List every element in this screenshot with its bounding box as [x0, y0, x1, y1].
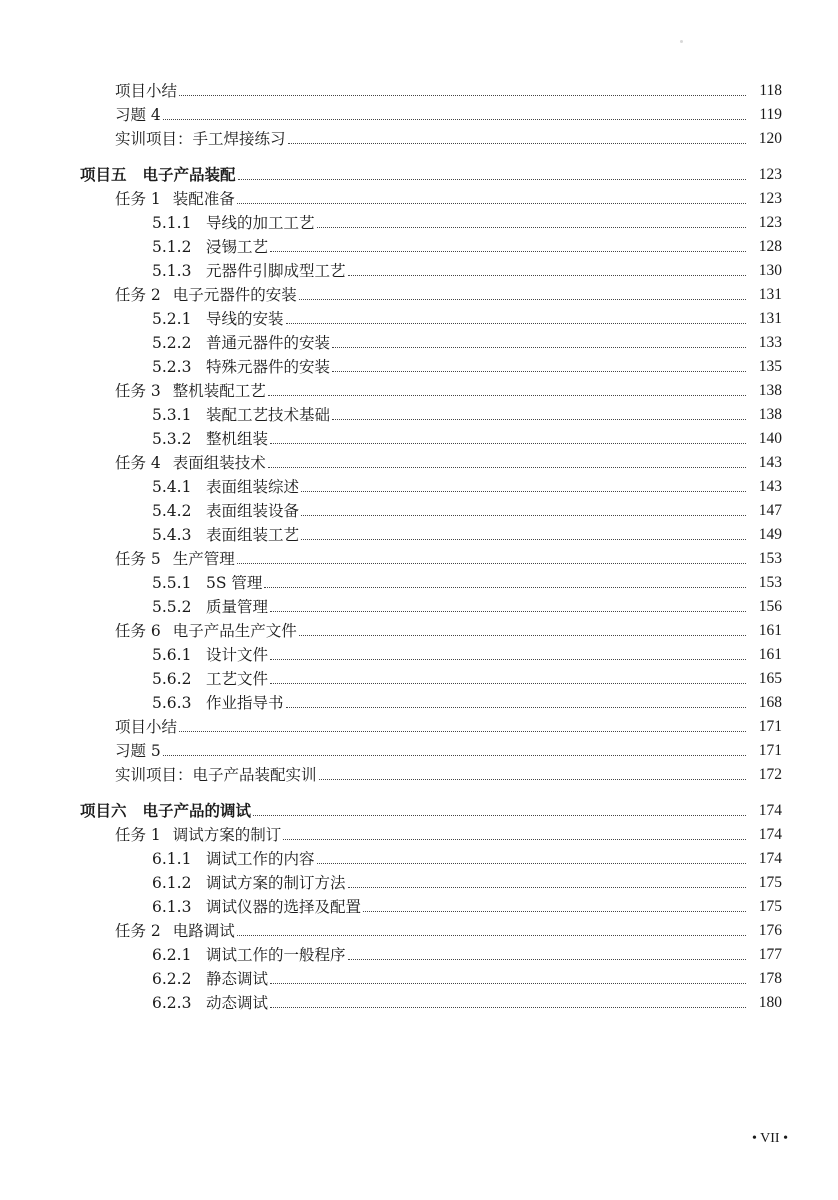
dot-leader	[237, 935, 746, 936]
toc-entry-page-number: 135	[758, 358, 782, 375]
toc-task-entry[interactable]	[0, 917, 838, 941]
toc-task-entry[interactable]	[0, 449, 838, 473]
toc-entry-title: 调试方案的制订	[172, 826, 282, 844]
toc-section-entry[interactable]	[0, 521, 838, 545]
toc-entry-title: 质量管理	[206, 598, 269, 616]
toc-entry-page-number: 175	[758, 898, 782, 915]
toc-project-entry[interactable]	[0, 161, 838, 185]
dot-leader	[253, 815, 746, 816]
toc-section-entry[interactable]	[0, 893, 838, 917]
dot-leader	[288, 143, 746, 144]
toc-entry-title: 项目小结	[115, 718, 178, 736]
toc-entry-page-number: 138	[758, 406, 782, 423]
toc-entry-number: 任务 6	[115, 622, 161, 640]
toc-section-entry[interactable]	[0, 941, 838, 965]
toc-entry-title: 表面组装技术	[172, 454, 266, 472]
toc-entry-title: 表面组装综述	[206, 478, 300, 496]
toc-entry-page-number: 143	[758, 454, 782, 471]
toc-entry-number: 5.5.1	[152, 574, 192, 592]
toc-entry-number: 项目六	[80, 801, 127, 820]
toc-entry-page-number: 171	[758, 718, 782, 735]
toc-entry-page-number: 147	[758, 502, 782, 519]
toc-entry-page-number: 174	[758, 826, 782, 843]
toc-entry-page-number: 128	[758, 238, 782, 255]
toc-entry-page-number: 171	[758, 742, 782, 759]
toc-section-entry[interactable]	[0, 305, 838, 329]
toc-entry-number: 5.3.1	[152, 406, 192, 424]
toc-entry-title: 实训项目：电子产品装配实训	[115, 766, 317, 784]
toc-entry-title: 特殊元器件的安装	[206, 358, 331, 376]
toc-entry-page-number: 178	[758, 970, 782, 987]
toc-entry-title: 习题 5	[115, 742, 161, 760]
dot-leader	[301, 515, 746, 516]
toc-entry-title: 实训项目：手工焊接练习	[115, 130, 286, 148]
toc-entry-title: 静态调试	[206, 970, 269, 988]
toc-section-entry[interactable]	[0, 689, 838, 713]
toc-entry-title: 调试方案的制订方法	[206, 874, 346, 892]
toc-entry-number: 5.1.2	[152, 238, 192, 256]
toc-entry-title: 调试仪器的选择及配置	[206, 898, 362, 916]
dot-leader	[301, 491, 746, 492]
section-gap	[0, 149, 838, 161]
section-gap	[0, 785, 838, 797]
dot-leader	[317, 227, 746, 228]
toc-project-entry[interactable]	[0, 797, 838, 821]
toc-entry-number: 5.6.1	[152, 646, 192, 664]
toc-entry-page-number: 130	[758, 262, 782, 279]
toc-entry-number: 任务 5	[115, 550, 161, 568]
toc-entry-page-number: 131	[758, 286, 782, 303]
toc-entry-title: 导线的加工工艺	[206, 214, 315, 232]
toc-entry-number: 5.4.1	[152, 478, 192, 496]
toc-section-entry[interactable]	[0, 845, 838, 869]
toc-entry-number: 5.4.3	[152, 526, 192, 544]
toc-entry-title: 装配准备	[172, 190, 235, 208]
toc-task-entry[interactable]	[0, 377, 838, 401]
toc-entry-page-number: 149	[758, 526, 782, 543]
toc-section-entry[interactable]	[0, 473, 838, 497]
toc-entry-number: 任务 4	[115, 454, 161, 472]
toc-section-entry[interactable]	[0, 257, 838, 281]
toc-section-entry[interactable]	[0, 209, 838, 233]
toc-entry-page-number: 120	[758, 130, 782, 147]
toc-task-entry[interactable]	[0, 77, 838, 101]
toc-entry-number: 任务 1	[115, 190, 161, 208]
toc-section-entry[interactable]	[0, 569, 838, 593]
toc-entry-number: 5.2.3	[152, 358, 192, 376]
toc-entry-number: 6.2.2	[152, 970, 192, 988]
toc-entry-page-number: 156	[758, 598, 782, 615]
toc-section-entry[interactable]	[0, 401, 838, 425]
dot-leader	[286, 323, 746, 324]
toc-entry-page-number: 153	[758, 550, 782, 567]
dot-leader	[319, 779, 746, 780]
toc-entry-title: 电子产品生产文件	[172, 622, 297, 640]
toc-entry-title: 生产管理	[172, 550, 235, 568]
toc-task-entry[interactable]	[0, 821, 838, 845]
toc-entry-number: 6.1.2	[152, 874, 192, 892]
toc-entry-page-number: 177	[758, 946, 782, 963]
dot-leader	[270, 659, 746, 660]
toc-entry-page-number: 123	[758, 214, 782, 231]
toc-entry-page-number: 131	[758, 310, 782, 327]
dot-leader	[270, 983, 746, 984]
toc-entry-number: 6.1.1	[152, 850, 192, 868]
toc-entry-page-number: 123	[758, 166, 782, 183]
dot-leader	[317, 863, 746, 864]
toc-section-entry[interactable]	[0, 665, 838, 689]
dot-leader	[348, 959, 746, 960]
dot-leader	[238, 179, 746, 180]
dot-leader	[268, 467, 746, 468]
toc-section-entry[interactable]	[0, 965, 838, 989]
toc-entry-number: 任务 3	[115, 382, 161, 400]
toc-entry-page-number: 133	[758, 334, 782, 351]
toc-entry-title: 电子产品的调试	[142, 801, 252, 820]
toc-section-entry[interactable]	[0, 353, 838, 377]
dot-leader	[163, 755, 746, 756]
page-folio: • VII •	[752, 1131, 788, 1146]
toc-entry-title: 设计文件	[206, 646, 269, 664]
toc-section-entry[interactable]	[0, 233, 838, 257]
dot-leader	[299, 299, 746, 300]
toc-entry-number: 5.3.2	[152, 430, 192, 448]
toc-entry-page-number: 161	[758, 646, 782, 663]
toc-entry-title: 工艺文件	[206, 670, 269, 688]
toc-entry-title: 动态调试	[206, 994, 269, 1012]
dot-leader	[270, 1007, 746, 1008]
toc-entry-number: 6.1.3	[152, 898, 192, 916]
dot-leader	[348, 275, 746, 276]
toc-entry-page-number: 175	[758, 874, 782, 891]
dot-leader	[179, 731, 746, 732]
toc-entry-number: 5.6.2	[152, 670, 192, 688]
toc-task-entry[interactable]	[0, 281, 838, 305]
toc-entry-title: 浸锡工艺	[206, 238, 269, 256]
toc-entry-page-number: 165	[758, 670, 782, 687]
dot-leader	[363, 911, 746, 912]
toc-task-entry[interactable]	[0, 185, 838, 209]
toc-task-entry[interactable]	[0, 101, 838, 125]
dot-leader	[270, 611, 746, 612]
toc-entry-number: 5.6.3	[152, 694, 192, 712]
dot-leader	[348, 887, 746, 888]
toc-section-entry[interactable]	[0, 593, 838, 617]
toc-section-entry[interactable]	[0, 329, 838, 353]
toc-task-entry[interactable]	[0, 737, 838, 761]
toc-entry-page-number: 140	[758, 430, 782, 447]
toc-entry-page-number: 153	[758, 574, 782, 591]
dot-leader	[270, 683, 746, 684]
toc-entry-title: 整机组装	[206, 430, 269, 448]
toc-entry-title: 电子元器件的安装	[172, 286, 297, 304]
toc-entry-page-number: 118	[759, 82, 782, 99]
toc-task-entry[interactable]	[0, 761, 838, 785]
toc-entry-title: 普通元器件的安装	[206, 334, 331, 352]
table-of-contents	[0, 77, 838, 1013]
toc-entry-number: 6.2.1	[152, 946, 192, 964]
toc-entry-title: 元器件引脚成型工艺	[206, 262, 346, 280]
toc-entry-title: 调试工作的一般程序	[206, 946, 346, 964]
toc-task-entry[interactable]	[0, 713, 838, 737]
toc-entry-number: 任务 2	[115, 922, 161, 940]
toc-entry-page-number: 176	[758, 922, 782, 939]
toc-section-entry[interactable]	[0, 989, 838, 1013]
toc-entry-title: 导线的安装	[206, 310, 284, 328]
dot-leader	[237, 203, 746, 204]
toc-entry-page-number: 138	[758, 382, 782, 399]
toc-task-entry[interactable]	[0, 545, 838, 569]
dot-leader	[179, 95, 746, 96]
toc-entry-title: 装配工艺技术基础	[206, 406, 331, 424]
toc-entry-title: 电路调试	[172, 922, 235, 940]
toc-entry-page-number: 174	[758, 850, 782, 867]
toc-entry-number: 5.5.2	[152, 598, 192, 616]
toc-section-entry[interactable]	[0, 497, 838, 521]
toc-entry-title: 调试工作的内容	[206, 850, 315, 868]
toc-entry-number: 5.1.3	[152, 262, 192, 280]
toc-entry-title: 表面组装设备	[206, 502, 300, 520]
toc-entry-number: 5.2.2	[152, 334, 192, 352]
toc-entry-title: 整机装配工艺	[172, 382, 266, 400]
toc-entry-page-number: 174	[758, 802, 782, 819]
dot-leader	[237, 563, 746, 564]
dot-leader	[270, 443, 746, 444]
toc-entry-page-number: 180	[758, 994, 782, 1011]
dot-leader	[332, 347, 746, 348]
dot-leader	[268, 395, 746, 396]
toc-entry-page-number: 161	[758, 622, 782, 639]
dot-leader	[264, 587, 746, 588]
toc-section-entry[interactable]	[0, 641, 838, 665]
toc-entry-number: 6.2.3	[152, 994, 192, 1012]
paper-speck	[680, 40, 683, 43]
dot-leader	[286, 707, 746, 708]
dot-leader	[332, 419, 746, 420]
toc-section-entry[interactable]	[0, 869, 838, 893]
toc-entry-page-number: 168	[758, 694, 782, 711]
toc-entry-title: 电子产品装配	[142, 165, 236, 184]
toc-entry-title: 5S 管理	[206, 574, 263, 592]
toc-entry-number: 项目五	[80, 165, 127, 184]
toc-section-entry[interactable]	[0, 425, 838, 449]
toc-task-entry[interactable]	[0, 617, 838, 641]
dot-leader	[270, 251, 746, 252]
toc-entry-number: 5.1.1	[152, 214, 192, 232]
toc-entry-number: 5.2.1	[152, 310, 192, 328]
toc-entry-title: 习题 4	[115, 106, 161, 124]
dot-leader	[332, 371, 746, 372]
toc-entry-page-number: 143	[758, 478, 782, 495]
dot-leader	[283, 839, 746, 840]
toc-entry-title: 项目小结	[115, 82, 178, 100]
toc-entry-page-number: 172	[758, 766, 782, 783]
toc-entry-page-number: 123	[758, 190, 782, 207]
toc-entry-title: 表面组装工艺	[206, 526, 300, 544]
dot-leader	[299, 635, 746, 636]
toc-task-entry[interactable]	[0, 125, 838, 149]
toc-entry-page-number: 119	[759, 106, 782, 123]
toc-entry-number: 任务 1	[115, 826, 161, 844]
dot-leader	[163, 119, 746, 120]
toc-entry-title: 作业指导书	[206, 694, 284, 712]
toc-entry-number: 5.4.2	[152, 502, 192, 520]
dot-leader	[301, 539, 746, 540]
toc-entry-number: 任务 2	[115, 286, 161, 304]
